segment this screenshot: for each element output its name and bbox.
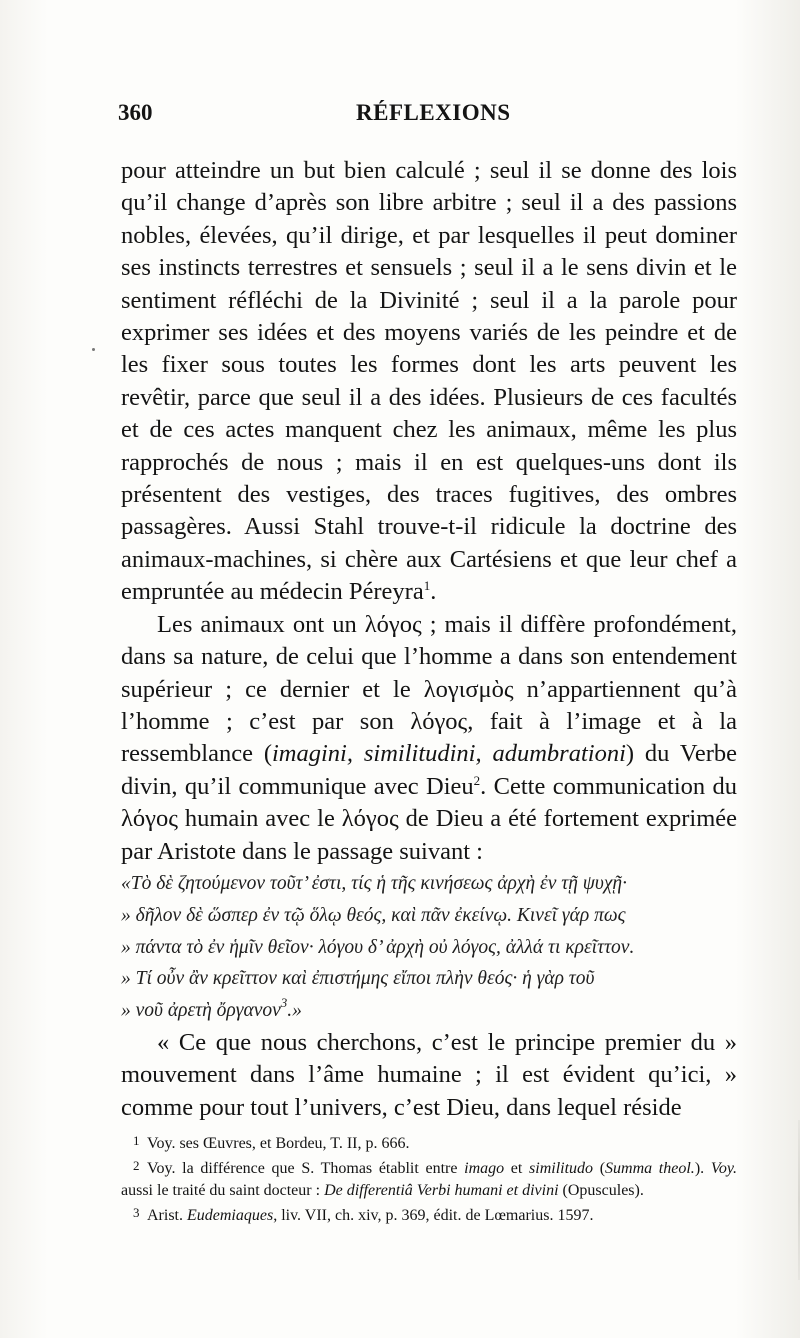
greek-close: .» <box>287 1000 302 1022</box>
footnote-2-text: et <box>504 1160 530 1177</box>
footnote-1 <box>121 1130 737 1155</box>
footnote-2-term: similitudo <box>529 1160 594 1177</box>
main-text <box>121 155 737 1124</box>
footnote-2-voy: Voy. <box>710 1160 738 1177</box>
footnote-3-work: Eudemiaques <box>187 1207 274 1224</box>
footnote-marker: 2 <box>133 1158 140 1173</box>
greek-line: «Τὸ δὲ ζητούμενον τοῦτ’ ἐστι, τίς ἡ τῆς κινήσεως ἀρχὴ ἐν τῇ ψυχῇ· <box>121 872 627 894</box>
footnote-ref-3: 3 <box>280 995 288 1011</box>
greek-line-last <box>121 995 737 1027</box>
page-number: 360 <box>118 100 153 125</box>
paragraph-2 <box>121 609 737 868</box>
footnote-2-term: imago <box>464 1160 505 1177</box>
footnote-2-text: Voy. la différence que S. Thomas établit entre <box>147 1160 465 1177</box>
footnote-1-text: Voy. ses Œuvres, et Bordeu, T. II, p. 666. <box>147 1135 410 1152</box>
footnote-2-text: ). <box>694 1160 711 1177</box>
french-line: » mouvement dans l’âme humaine ; il est évident qu’ici, <box>121 1028 738 1089</box>
greek-line: » δῆλον δὲ ὥσπερ ἐν τῷ ὅλῳ θεός, καὶ πᾶν ἐκείνῳ. Κινεῖ γάρ πως <box>121 904 626 926</box>
greek-line: » Τί οὖν ἂν κρεῖττον καὶ ἐπιστήμης εἴποι πλὴν θεός· ἡ γὰρ τοῦ <box>121 968 595 990</box>
page-header <box>118 100 738 140</box>
paragraph-2-text-a: Les animaux ont un λόγος ; mais il diffère profondément, dans sa nature, de celui que l’homme a dans son entendement supérieur ; ce dernier et le λογισμὸς n’appartiennent qu’à l’homme ; c’est par son λόγος, fait à l’image et à la ressemblance ( <box>121 610 737 768</box>
footnote-3-text: , liv. VII, ch. xiv, p. 369, édit. de Lœmarius. 1597. <box>273 1207 594 1224</box>
greek-line-last-text: » νοῦ ἀρετὴ ὄργανον <box>121 1000 281 1022</box>
footnote-2-text: (Opuscules). <box>558 1182 644 1199</box>
footnote-2-work: De differentiâ Verbi humani et divini <box>324 1182 559 1199</box>
footnote-marker: 1 <box>133 1133 140 1148</box>
footnote-3 <box>121 1202 737 1227</box>
footnote-marker: 3 <box>133 1205 140 1220</box>
footnote-2-work: Summa theol. <box>605 1160 695 1177</box>
scan-speck <box>92 348 95 351</box>
footnote-2-text: aussi le traité du saint docteur : <box>121 1182 325 1199</box>
french-line: « Ce que nous cherchons, c’est le principe premier du <box>157 1028 716 1056</box>
footnote-ref-2: 2 <box>473 772 481 788</box>
paragraph-2-text-c: . Cette communication du λόγος humain avec le λόγος de Dieu a été fortement exprimée par Aristote dans le passage suivant : <box>121 772 737 865</box>
footnote-2 <box>121 1155 737 1202</box>
footnotes <box>121 1130 737 1227</box>
footnote-3-text: Arist. <box>147 1207 187 1224</box>
french-line: » comme pour tout l’univers, c’est Dieu, dans lequel réside <box>121 1061 738 1121</box>
greek-line: » πάντα τὸ ἐν ἡμῖν θεῖον· λόγου δ’ ἀρχὴ οὐ λόγος, ἀλλά τι κρεῖττον. <box>121 936 635 958</box>
paragraph-1-end: . <box>430 578 437 606</box>
footnote-ref-1: 1 <box>423 578 431 594</box>
paragraph-1-text: pour atteindre un but bien calculé ; seul il se donne des lois qu’il change d’après son libre arbitre ; seul il a des passions nobles, élevées, qu’il dirige, et par lesquelles il peut dominer ses instincts terrestres et sensuels ; seul il a le sens divin et le sentiment réfléchi de la Divinité ; seul il a la parole pour exprimer ses idées et des moyens variés de les peindre et de les fixer sous toutes les formes dont les arts peuvent les revêtir, parce que seul il a des idées. Plusieurs de ces facultés et de ces actes manquent chez les animaux, même les plus rapprochés de nous ; mais il en est quelques-uns dont ils présentent des vestiges, des traces fugitives, des ombres passagères. Aussi Stahl trouve-t-il ridicule la doctrine des animaux-machines, si chère aux Cartésiens et que leur chef a empruntée au médecin Péreyra <box>121 157 737 606</box>
paragraph-1 <box>121 155 737 609</box>
footnote-2-text: ( <box>593 1160 606 1177</box>
paragraph-2-text-b: ) du Verbe divin, qu’il communique avec Dieu <box>121 740 737 800</box>
french-quotation <box>121 1027 737 1124</box>
latin-terms: imagini, similitudini, adumbrationi <box>272 740 626 768</box>
greek-quotation <box>121 868 737 1027</box>
running-title: RÉFLEXIONS <box>356 100 511 125</box>
